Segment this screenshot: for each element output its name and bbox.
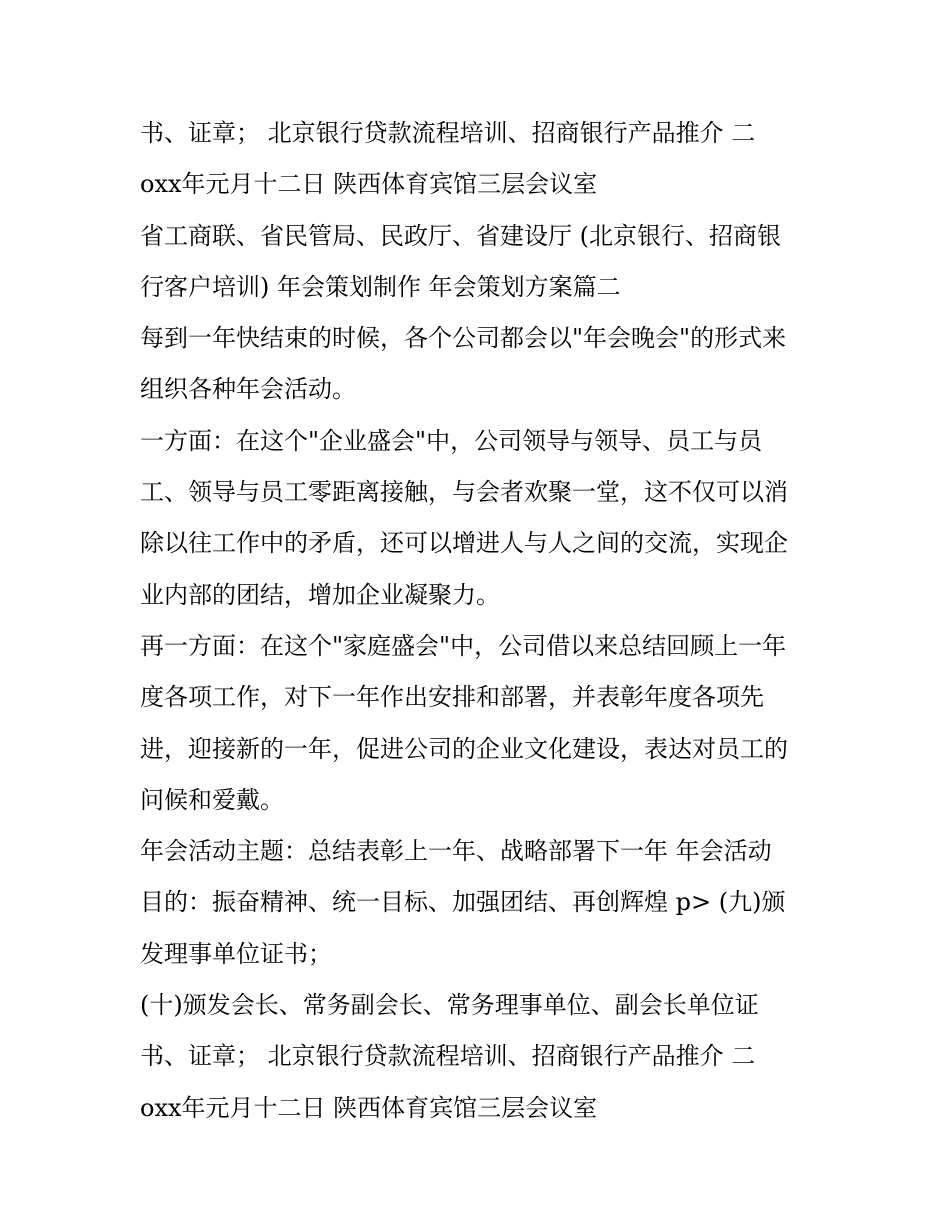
text-line: 书、证章； 北京银行贷款流程培训、招商银行产品推介 二 <box>140 1042 756 1071</box>
text-line: 度各项工作，对下一年作出安排和部署，并表彰年度各项先 <box>140 683 764 712</box>
text-line: 每到一年快结束的时候，各个公司都会以"年会晚会"的形式来 <box>140 324 787 353</box>
text-line: 一方面：在这个"企业盛会"中，公司领导与领导、员工与员 <box>140 426 763 455</box>
text-line: (十)颁发会长、常务副会长、常务理事单位、副会长单位证 <box>140 991 759 1020</box>
text-line: 组织各种年会活动。 <box>140 375 356 404</box>
text-line: 省工商联、省民管局、民政厅、省建设厅 (北京银行、招商银 <box>140 221 781 250</box>
text-line: oxx年元月十二日 陕西体育宾馆三层会议室 <box>140 1093 598 1122</box>
document-body <box>140 108 820 1134</box>
text-line: 除以往工作中的矛盾，还可以增进人与人之间的交流，实现企 <box>140 529 788 558</box>
text-line: 业内部的团结，增加企业凝聚力。 <box>140 580 500 609</box>
text-line: 再一方面：在这个"家庭盛会"中，公司借以来总结回顾上一年 <box>140 631 787 660</box>
text-line: 进，迎接新的一年，促进公司的企业文化建设，表达对员工的 <box>140 734 788 763</box>
text-line: 工、领导与员工零距离接触，与会者欢聚一堂，这不仅可以消 <box>140 478 788 507</box>
text-line: 行客户培训) 年会策划制作 年会策划方案篇二 <box>140 272 621 301</box>
text-line: 问候和爱戴。 <box>140 785 284 814</box>
text-line: 发理事单位证书； <box>140 939 332 968</box>
text-line: oxx年元月十二日 陕西体育宾馆三层会议室 <box>140 170 598 199</box>
text-line: 书、证章； 北京银行贷款流程培训、招商银行产品推介 二 <box>140 119 756 147</box>
text-line: 目的：振奋精神、统一目标、加强团结、再创辉煌 p> (九)颁 <box>140 888 786 917</box>
text-line: 年会活动主题：总结表彰上一年、战略部署下一年 年会活动 <box>140 837 772 866</box>
